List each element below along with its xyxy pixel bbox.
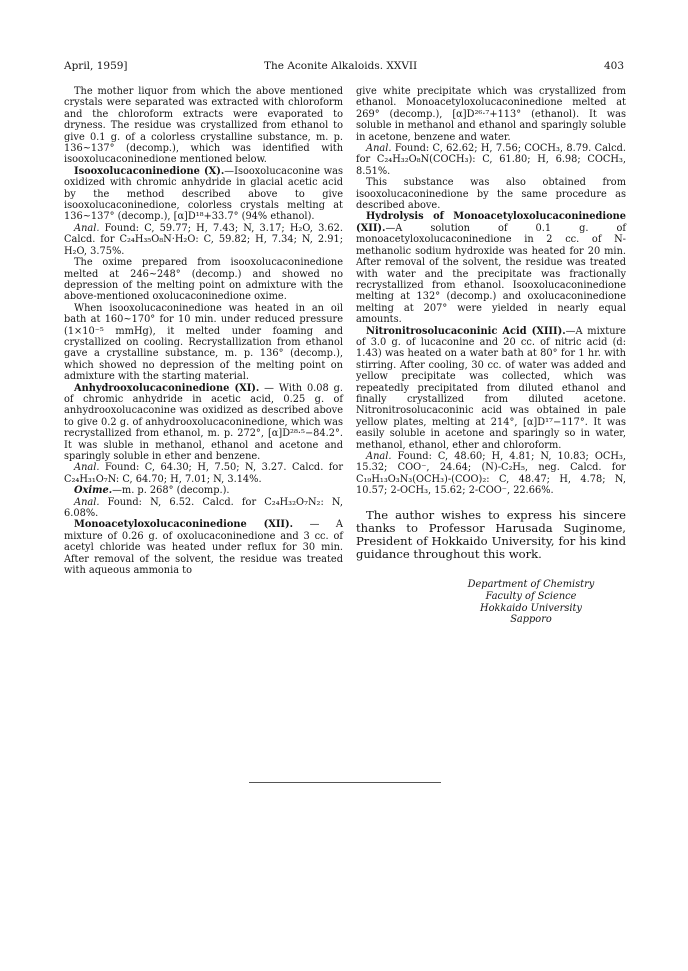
right-column — [356, 86, 626, 626]
hydrolysis-section: Hydrolysis of Monoacetyloxolucaconinedione (XII).—A solution of 0.1 g. of monoacetyloxolucaconinedione in 2 cc. of N-methanolic sodium hydroxide was heated for 20 min. After removal of the solvent, the residue was treated with water and the precipitate was fractionally recrystallized from ethanol. Isooxolucaconinedione melting at 132° (decomp.) and oxolucaconinedione melting at 207° were yielded in nearly equal amounts. — [356, 211, 626, 326]
section-heading: Monoacetyloxolucaconinedione (XII). — [74, 519, 294, 531]
header-date: April, 1959] — [64, 60, 128, 72]
affiliation — [466, 579, 596, 625]
oxime-mp-paragraph: Oxime.—m. p. 268° (decomp.). — [74, 485, 230, 497]
anal-label: Anal. — [366, 451, 392, 462]
page-number: 403 — [603, 60, 624, 72]
analysis-paragraph: Anal. Found: C, 62.62; H, 7.56; COCH₃, 8.79. Calcd. for C₂₄H₃₂O₈N(COCH₃): C, 61.80; H, 6.98; COCH₃, 8.51%. — [356, 143, 626, 177]
anal-label: Anal. — [74, 222, 100, 234]
monoacetyl-section: Monoacetyloxolucaconinedione (XII). — A mixture of 0.26 g. of oxolucaconinedione and 3 cc. of acetyl chloride was heated under reflux for 30 min. After removal of the solvent, the residue was treated with aqueous ammonia to — [64, 519, 343, 577]
anal-label: Anal. — [74, 462, 100, 474]
left-column — [64, 86, 343, 576]
end-rule — [249, 782, 441, 783]
running-header — [64, 60, 624, 74]
analysis-paragraph: Anal. Found: C, 59.77; H, 7.43; N, 3.17; H₂O, 3.62. Calcd. for C₂₄H₃₅O₈N·H₂O: C, 59.82; H, 7.34; N, 2.91; H₂O, 3.75%. — [64, 222, 343, 257]
acknowledgment: The author wishes to express his sincere thanks to Professor Harusada Suginome, President of Hokkaido University, for his kind guidance throughout this work. — [356, 507, 626, 562]
affiliation-line: Faculty of Science — [485, 591, 577, 603]
isooxolucaconinedione-section: Isooxolucaconinedione (X).—Isooxolucaconine was oxidized with chromic anhydride in glacial acetic acid by the method described above to give isooxolucaconinedione, colorless crystals melting at 136~137° (decomp.), [α]D¹⁸+33.7° (94% ethanol). — [64, 165, 343, 223]
anal-label: Anal. — [74, 496, 100, 508]
oxime-label: Oxime. — [74, 485, 113, 497]
section-heading: Anhydrooxolucaconinedione (XI). — [74, 382, 260, 394]
mother-liquor-paragraph: The mother liquor from which the above mentioned crystals were separated was extracted with chloroform and the chloroform extracts were evaporated to dryness. The residue was crystallized from ethanol to give 0.1 g. of a colorless crystalline substance, m. p. 136~137° (decomp.), which was identified with isooxolucaconinedione mentioned below. — [64, 86, 343, 166]
anhydrooxolucaconinedione-section: Anhydrooxolucaconinedione (XI). — With 0.08 g. of chromic anhydride in acetic acid, 0.25 g. of anhydrooxolucaconine was oxidized as described above to give 0.2 g. of anhydrooxolucaconinedione, which was recrystallized from ethanol, m. p. 272°, [α]D²⁸·⁵−84.2°. It was sluble in methanol, ethanol and acetone and sparingly soluble in ether and benzene. — [64, 382, 343, 462]
analysis-paragraph: Anal. Found: C, 48.60; H, 4.81; N, 10.83; OCH₃, 15.32; COO⁻, 24.64; (N)-C₂H₅, neg. Calcd. for C₁₉H₁₃O₃N₃(OCH₃)-(COO)₂: C, 48.47; H, 4.78; N, 10.57; 2-OCH₃, 15.62; 2-COO⁻, 22.66%. — [356, 451, 626, 497]
affiliation-line: Hokkaido University — [480, 602, 582, 614]
affiliation-line: Sapporo — [510, 614, 552, 626]
oxime-paragraph: The oxime prepared from isooxolucaconinedione melted at 246~248° (decomp.) and showed no depression of the melting point on admixture with the above-mentioned oxolucaconinedione oxime. — [64, 257, 343, 303]
affiliation-line: Department of Chemistry — [467, 579, 595, 591]
heating-paragraph: When isooxolucaconinedione was heated in an oil bath at 160~170° for 10 min. under reduced pressure (1×10⁻⁵ mmHg), it melted under foaming and crystallized on cooling. Recrystallization from ethanol gave a crystalline substance, m. p. 136° (decomp.), which showed no depression of the melting point on admixture with the starting material. — [64, 302, 343, 383]
section-heading: Hydrolysis of Monoacetyloxolucaconinedione (XII). — [356, 211, 626, 234]
analysis-paragraph: Anal. Found: C, 64.30; H, 7.50; N, 3.27. Calcd. for C₂₄H₃₁O₇N: C, 64.70; H, 7.01; N, 3.14%. — [64, 462, 343, 485]
also-obtained-paragraph: This substance was also obtained from isooxolucaconinedione by the same procedure as described above. — [356, 177, 626, 212]
continued-paragraph: give white precipitate which was crystallized from ethanol. Monoacetyloxolucaconinedione melted at 269° (decomp.), [α]D²⁶·⁷+113° (ethanol). It was soluble in methanol and ethanol and sparingly soluble in acetone, benzene and water. — [356, 86, 626, 143]
analysis-paragraph: Anal. Found: N, 6.52. Calcd. for C₂₄H₃₂O₇N₂: N, 6.08%. — [64, 496, 343, 520]
nitronitroso-section: Nitronitrosolucaconinic Acid (XIII).—A mixture of 3.0 g. of lucaconine and 20 cc. of nitric acid (d: 1.43) was heated on a water bath at 80° for 1 hr. with stirring. After cooling, 30 cc. of water was added and yellow precipitate was collected, which was repeatedly precipitated from diluted ethanol and finally crystallized from diluted acetone. Nitronitrosolucaconinic acid was obtained in pale yellow plates, melting at 214°, [α]D¹⁷−117°. It was easily soluble in acetone and sparingly so in water, methanol, ethanol, ether and chloroform. — [356, 325, 626, 451]
section-heading: Isooxolucaconinedione (X). — [74, 165, 225, 177]
anal-label: Anal. — [366, 143, 392, 155]
header-title: The Aconite Alkaloids. XXVII — [264, 60, 418, 72]
section-heading: Nitronitrosolucaconinic Acid (XIII). — [366, 325, 566, 337]
